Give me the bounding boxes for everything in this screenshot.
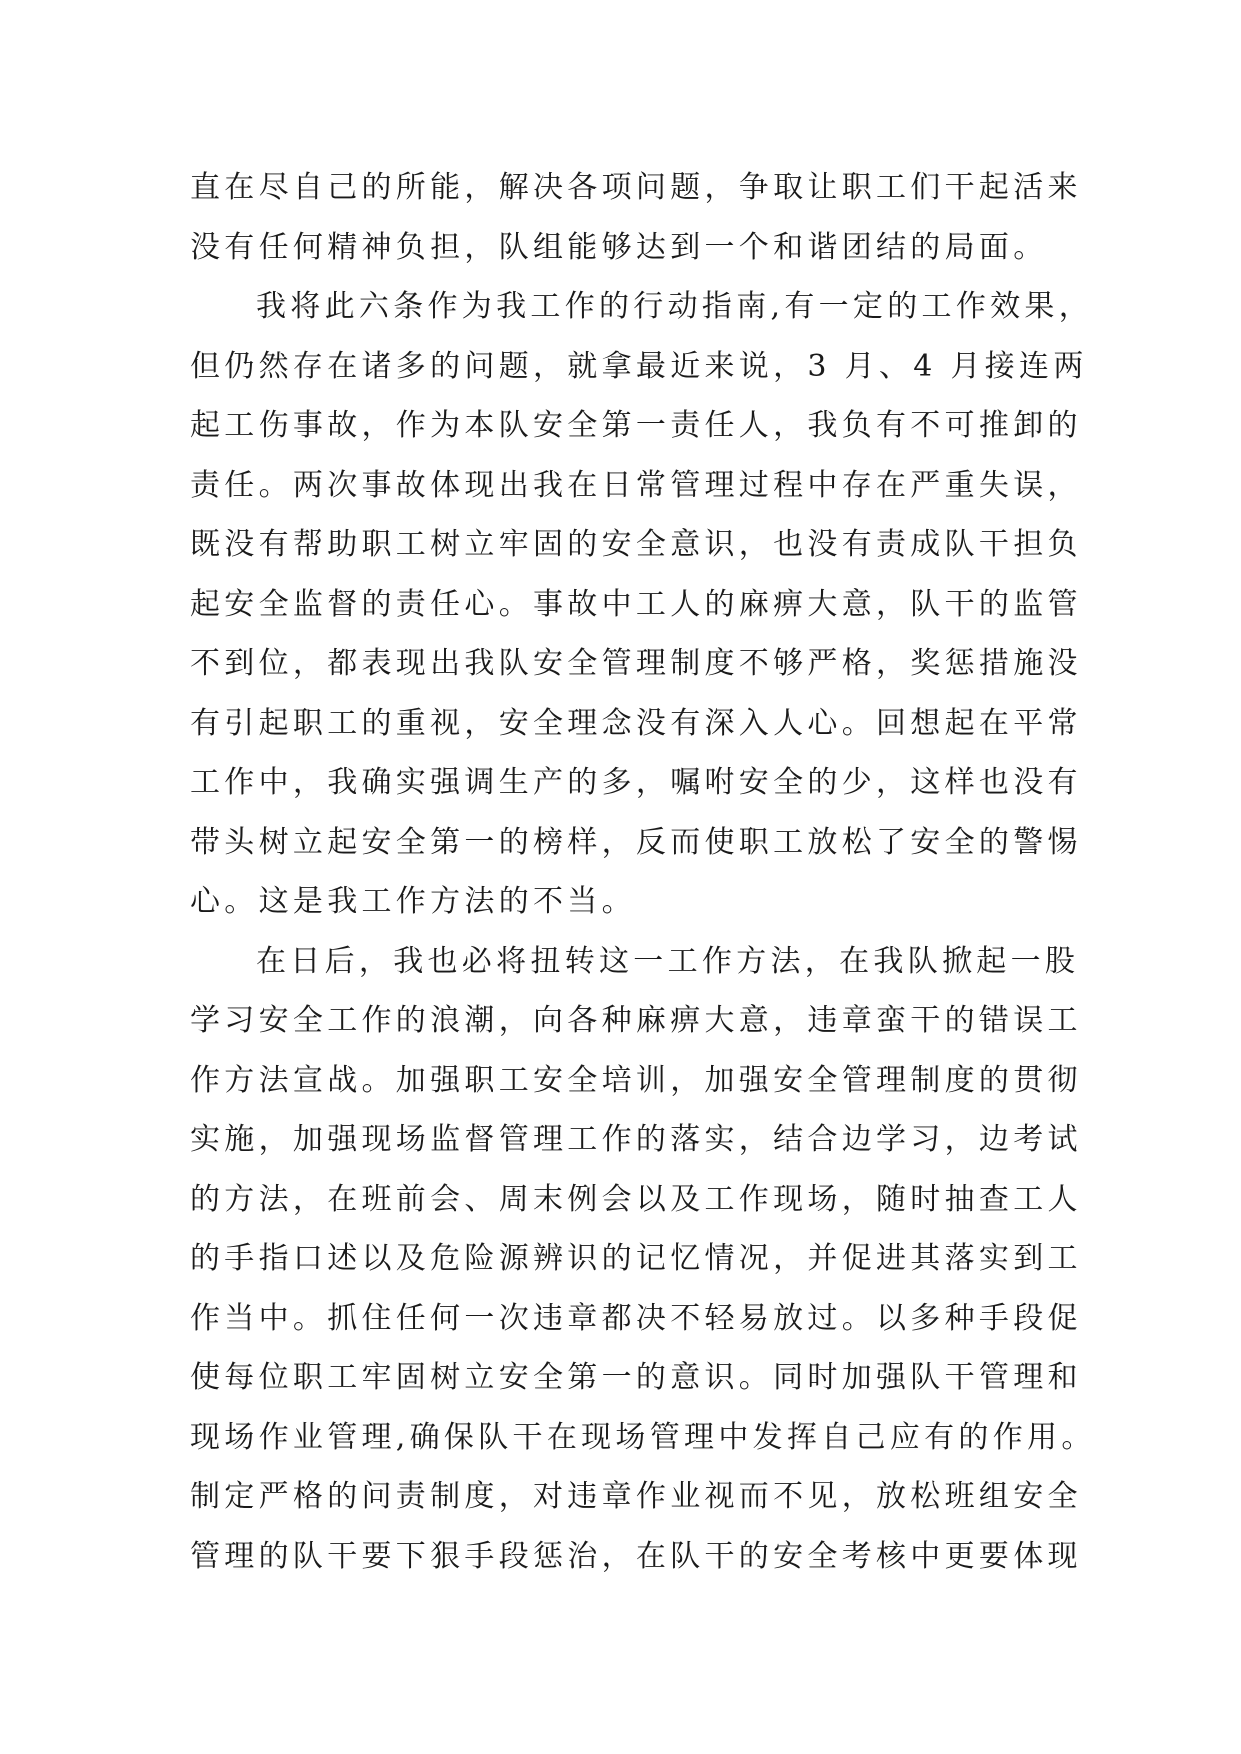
text-line: 心。这是我工作方法的不当。 bbox=[190, 884, 636, 919]
text-line: 的手指口述以及危险源辨识的记忆情况，并促进其落实到工 bbox=[190, 1241, 1082, 1276]
text-line: 不到位，都表现出我队安全管理制度不够严格，奖惩措施没 bbox=[190, 646, 1082, 681]
text-line: 直在尽自己的所能，解决各项问题，争取让职工们干起活来 bbox=[190, 170, 1082, 205]
text-line: 起安全监督的责任心。事故中工人的麻痹大意，队干的监管 bbox=[190, 586, 1082, 622]
text-line: 责任。两次事故体现出我在日常管理过程中存在严重失误， bbox=[190, 467, 1082, 503]
text-line: 作方法宣战。加强职工安全培训，加强安全管理制度的贯彻 bbox=[190, 1062, 1082, 1098]
text-line: 的方法，在班前会、周末例会以及工作现场，随时抽查工人 bbox=[190, 1181, 1082, 1217]
text-line: 使每位职工牢固树立安全第一的意识。同时加强队干管理和 bbox=[190, 1360, 1082, 1395]
text-line: 学习安全工作的浪潮，向各种麻痹大意，违章蛮干的错误工 bbox=[190, 1003, 1082, 1038]
text-line: 现场作业管理,确保队干在现场管理中发挥自己应有的作用。 bbox=[190, 1419, 1096, 1455]
paragraph-start-line: 我将此六条作为我工作的行动指南,有一定的工作效果， bbox=[256, 289, 1094, 324]
text-line: 工作中，我确实强调生产的多，嘱咐安全的少，这样也没有 bbox=[190, 765, 1082, 800]
body-text bbox=[190, 158, 1096, 1586]
text-line: 管理的队干要下狠手段惩治，在队干的安全考核中更要体现 bbox=[190, 1538, 1082, 1574]
text-line: 作当中。抓住任何一次违章都决不轻易放过。以多种手段促 bbox=[190, 1300, 1082, 1336]
paragraph-start-line: 在日后，我也必将扭转这一工作方法，在我队掀起一股 bbox=[256, 943, 1080, 979]
text-line: 实施，加强现场监督管理工作的落实，结合边学习，边考试 bbox=[190, 1122, 1082, 1157]
text-line: 带头树立起安全第一的榜样，反而使职工放松了安全的警惕 bbox=[190, 824, 1082, 860]
text-line: 起工伤事故，作为本队安全第一责任人，我负有不可推卸的 bbox=[190, 408, 1082, 443]
text-line: 没有任何精神负担，队组能够达到一个和谐团结的局面。 bbox=[190, 229, 1048, 265]
text-line: 有引起职工的重视，安全理念没有深入人心。回想起在平常 bbox=[190, 705, 1082, 741]
text-line: 但仍然存在诸多的问题，就拿最近来说，3 月、4 月接连两 bbox=[190, 348, 1088, 384]
text-line: 既没有帮助职工树立牢固的安全意识，也没有责成队干担负 bbox=[190, 527, 1082, 562]
text-line: 制定严格的问责制度，对违章作业视而不见，放松班组安全 bbox=[190, 1479, 1082, 1514]
